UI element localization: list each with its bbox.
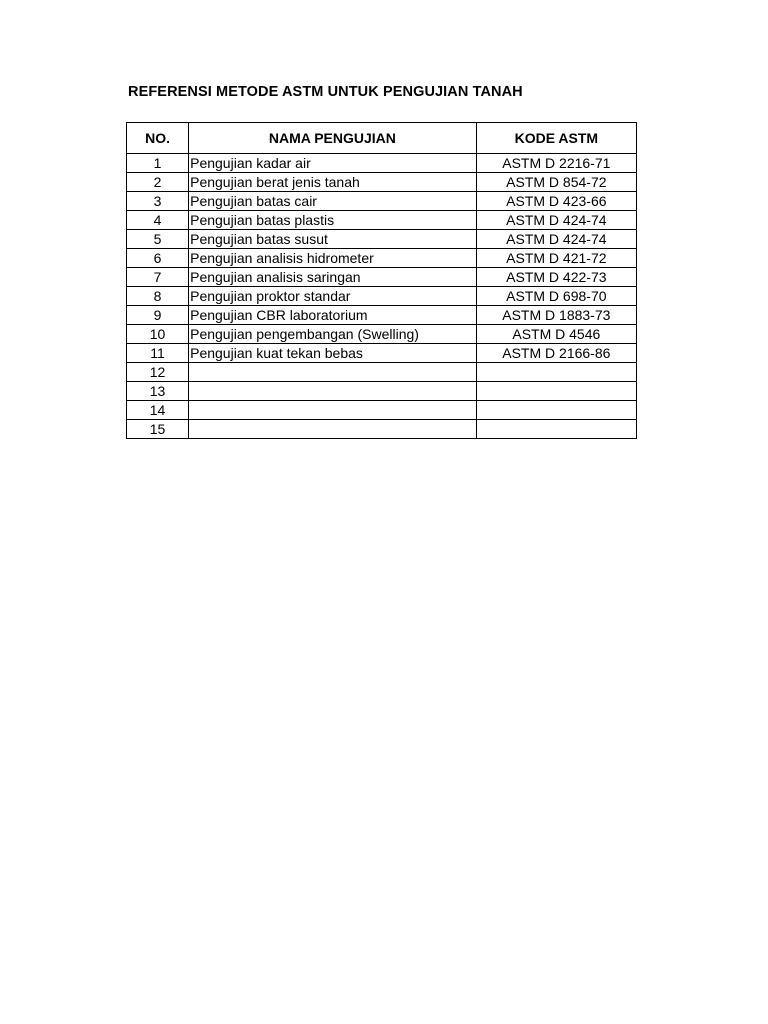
astm-code [476, 401, 636, 420]
astm-code: ASTM D 1883-73 [476, 306, 636, 325]
test-name: Pengujian kadar air [189, 154, 477, 173]
test-name: Pengujian analisis hidrometer [189, 249, 477, 268]
test-name: Pengujian berat jenis tanah [189, 173, 477, 192]
test-name [189, 382, 477, 401]
row-number: 3 [127, 192, 189, 211]
row-number: 5 [127, 230, 189, 249]
table-body [127, 154, 637, 439]
row-number: 4 [127, 211, 189, 230]
test-name: Pengujian CBR laboratorium [189, 306, 477, 325]
header-astm-code: KODE ASTM [476, 123, 636, 154]
astm-code: ASTM D 421-72 [476, 249, 636, 268]
table-row [127, 192, 637, 211]
astm-code [476, 363, 636, 382]
astm-code: ASTM D 4546 [476, 325, 636, 344]
row-number: 8 [127, 287, 189, 306]
row-number: 6 [127, 249, 189, 268]
astm-code: ASTM D 424-74 [476, 211, 636, 230]
astm-code: ASTM D 423-66 [476, 192, 636, 211]
header-row [127, 123, 637, 154]
table-row [127, 306, 637, 325]
table-row [127, 287, 637, 306]
table-row [127, 154, 637, 173]
test-name [189, 401, 477, 420]
row-number: 14 [127, 401, 189, 420]
test-name: Pengujian pengembangan (Swelling) [189, 325, 477, 344]
table-row [127, 230, 637, 249]
astm-code: ASTM D 424-74 [476, 230, 636, 249]
row-number: 12 [127, 363, 189, 382]
test-name: Pengujian proktor standar [189, 287, 477, 306]
header-test-name: NAMA PENGUJIAN [189, 123, 477, 154]
test-name [189, 363, 477, 382]
row-number: 7 [127, 268, 189, 287]
test-name: Pengujian kuat tekan bebas [189, 344, 477, 363]
astm-code: ASTM D 854-72 [476, 173, 636, 192]
header-no: NO. [127, 123, 189, 154]
row-number: 2 [127, 173, 189, 192]
table-row [127, 325, 637, 344]
table-row [127, 420, 637, 439]
astm-code [476, 420, 636, 439]
table-row [127, 363, 637, 382]
astm-code: ASTM D 2216-71 [476, 154, 636, 173]
table-row [127, 382, 637, 401]
row-number: 11 [127, 344, 189, 363]
row-number: 15 [127, 420, 189, 439]
astm-code: ASTM D 2166-86 [476, 344, 636, 363]
table-row [127, 173, 637, 192]
astm-code: ASTM D 422-73 [476, 268, 636, 287]
row-number: 9 [127, 306, 189, 325]
test-name: Pengujian batas cair [189, 192, 477, 211]
astm-reference-table [126, 122, 637, 439]
row-number: 13 [127, 382, 189, 401]
test-name: Pengujian batas susut [189, 230, 477, 249]
row-number: 1 [127, 154, 189, 173]
page-title: REFERENSI METODE ASTM UNTUK PENGUJIAN TANAH [128, 84, 523, 100]
test-name [189, 420, 477, 439]
table-row [127, 249, 637, 268]
astm-code: ASTM D 698-70 [476, 287, 636, 306]
test-name: Pengujian batas plastis [189, 211, 477, 230]
table-header [127, 123, 637, 154]
test-name: Pengujian analisis saringan [189, 268, 477, 287]
astm-code [476, 382, 636, 401]
table-row [127, 268, 637, 287]
table-row [127, 211, 637, 230]
row-number: 10 [127, 325, 189, 344]
table-row [127, 344, 637, 363]
table-row [127, 401, 637, 420]
